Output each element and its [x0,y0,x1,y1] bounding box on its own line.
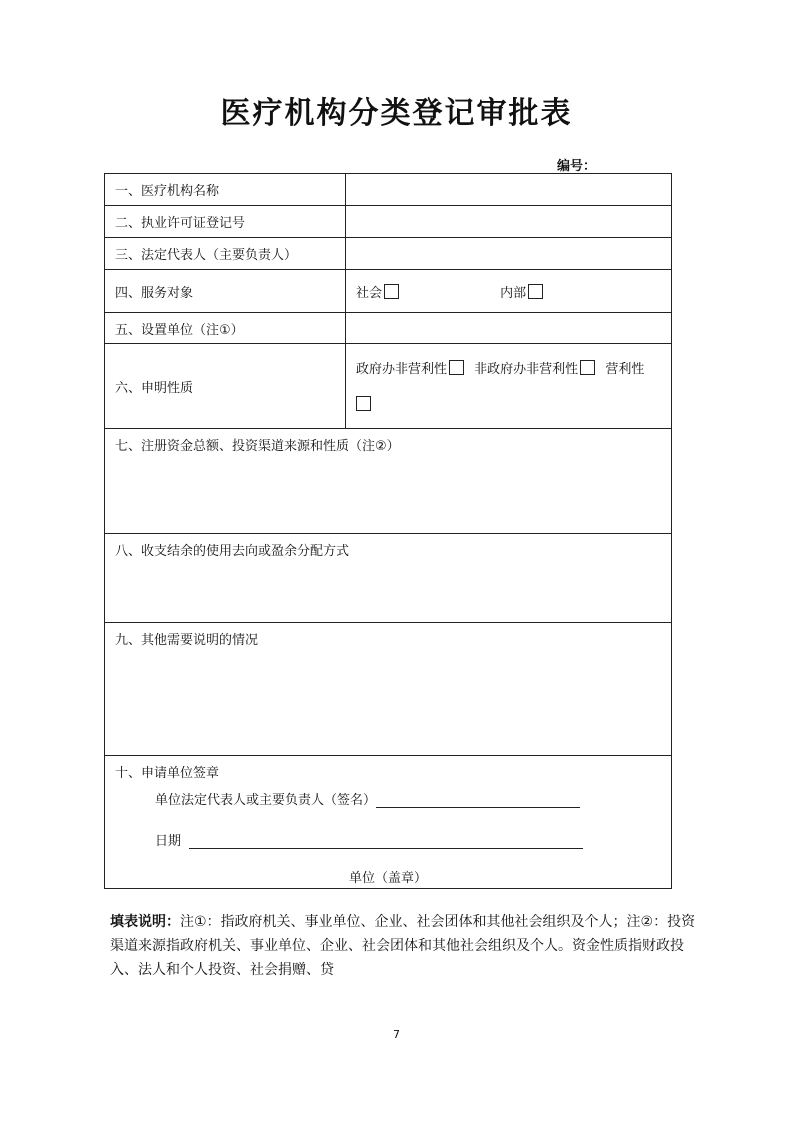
section-applicant-seal [105,756,672,889]
table-row [105,313,672,344]
instructions-text: 注①：指政府机关、事业单位、企业、社会团体和其他社会组织及个人；注②：投资渠道来源指政府机关、事业单位、企业、社会团体和其他社会组织及个人。资金性质指财政投入、法人和个人投资、社会捐赠、贷 [110,914,696,978]
label-signer: 单位法定代表人或主要负责人（签名） [155,793,377,808]
option-public [356,282,496,301]
field-sponsor-unit[interactable] [346,313,672,344]
label-sponsor-unit: 五、设置单位（注①） [105,313,346,344]
field-service-target [346,270,672,313]
registration-form-table [104,173,672,889]
label-legal-representative: 三、法定代表人（主要负责人） [105,238,346,270]
page-number: 7 [393,1028,400,1041]
date-line [115,830,661,849]
option-internal [500,282,543,301]
table-row [105,206,672,238]
option-forprofit-label: 营利性 [605,362,645,377]
label-declared-nature: 六、申明性质 [105,344,346,429]
label-license-number: 二、执业许可证登记号 [105,206,346,238]
table-row [105,344,672,429]
table-row [105,756,672,889]
label-surplus-distribution: 八、收支结余的使用去向或盈余分配方式 [115,544,350,559]
table-row [105,429,672,534]
instructions-label: 填表说明： [110,914,180,930]
option-gov-nonprofit-label: 政府办非营利性 [356,362,448,377]
serial-number-label: 编号： [557,159,597,174]
field-license-number[interactable] [346,206,672,238]
table-row [105,623,672,756]
checkbox-gov-nonprofit[interactable] [449,360,464,375]
label-service-target: 四、服务对象 [105,270,346,313]
label-unit-seal: 单位（盖章） [348,871,427,886]
table-row [105,238,672,270]
label-date: 日期 [155,834,182,849]
label-applicant-seal: 十、申请单位签章 [115,766,220,781]
section-registered-capital[interactable] [105,429,672,534]
checkbox-forprofit[interactable] [356,396,371,411]
checkbox-internal[interactable] [528,284,543,299]
label-other-notes: 九、其他需要说明的情况 [115,633,259,648]
date-field[interactable] [189,832,583,849]
field-legal-representative[interactable] [346,238,672,270]
checkbox-nongov-nonprofit[interactable] [580,360,595,375]
section-other-notes[interactable] [105,623,672,756]
checkbox-public[interactable] [384,284,399,299]
signer-line [115,789,661,808]
option-nongov-nonprofit-label: 非政府办非营利性 [474,362,579,377]
table-row [105,534,672,623]
section-surplus-distribution[interactable] [105,534,672,623]
option-public-label: 社会 [356,285,383,301]
form-instructions [110,910,700,982]
field-declared-nature [346,344,672,429]
field-institution-name[interactable] [346,174,672,206]
form-title: 医疗机构分类登记审批表 [220,96,573,131]
table-row [105,270,672,313]
signature-field[interactable] [376,791,580,808]
label-institution-name: 一、医疗机构名称 [105,174,346,206]
label-registered-capital: 七、注册资金总额、投资渠道来源和性质（注②） [115,439,400,454]
table-row [105,174,672,206]
option-internal-label: 内部 [500,285,527,301]
